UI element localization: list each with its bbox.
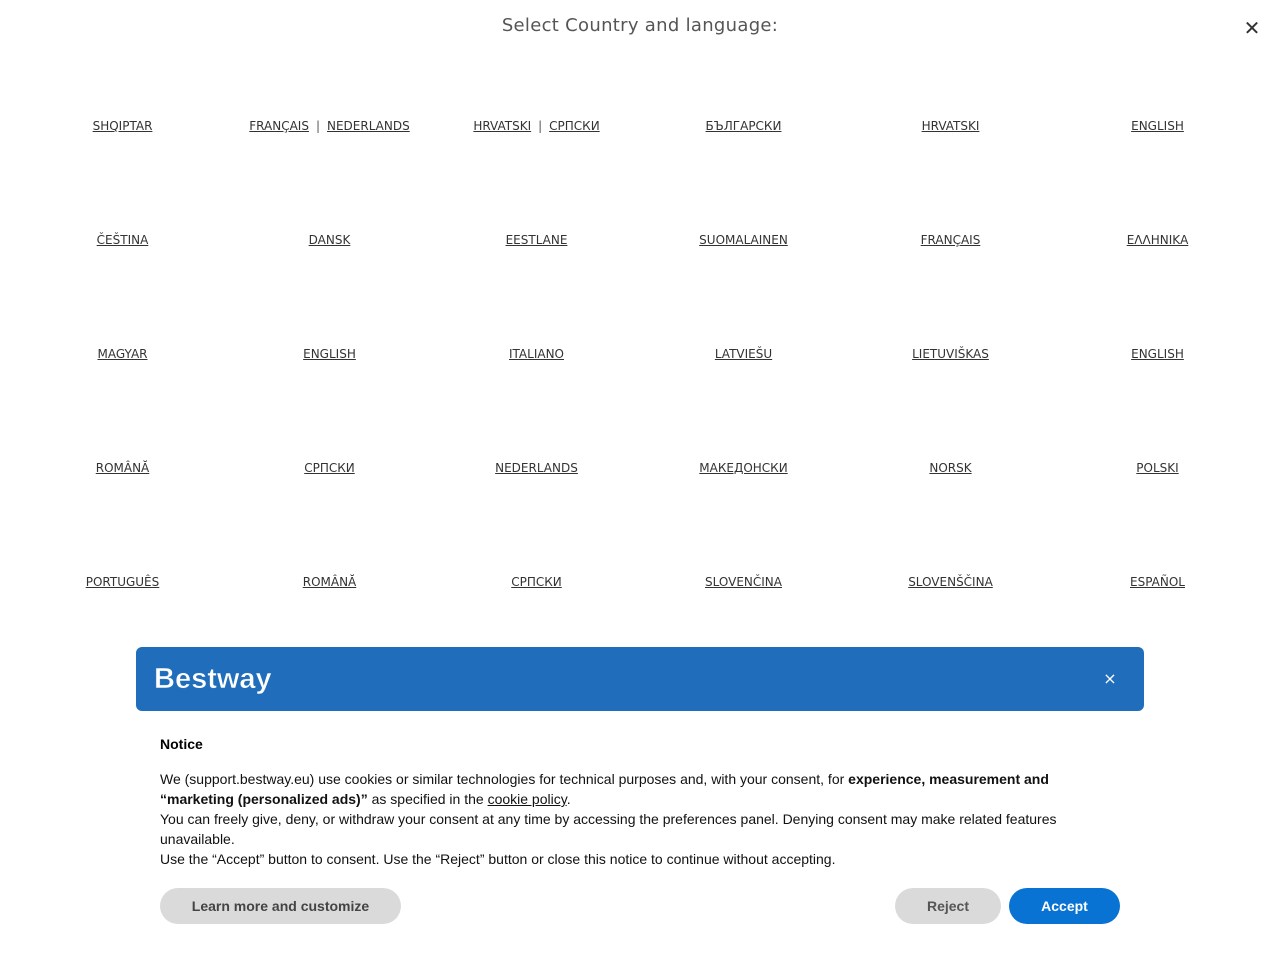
notice-text: as specified in the bbox=[367, 791, 488, 807]
language-cell bbox=[847, 342, 1054, 366]
language-cell bbox=[1054, 114, 1261, 138]
language-cell bbox=[433, 114, 640, 138]
language-link[interactable]: СРПСКИ bbox=[511, 575, 562, 589]
cookie-banner-header bbox=[136, 647, 1144, 711]
language-cell bbox=[226, 570, 433, 594]
cookie-close-button[interactable]: × bbox=[1103, 669, 1117, 688]
language-grid bbox=[19, 0, 1261, 640]
language-cell bbox=[847, 456, 1054, 480]
notice-text: . bbox=[566, 791, 571, 807]
language-cell bbox=[226, 342, 433, 366]
language-link[interactable]: SUOMALAINEN bbox=[699, 233, 788, 247]
language-link[interactable]: LATVIEŠU bbox=[714, 347, 773, 361]
language-cell bbox=[19, 342, 226, 366]
language-link[interactable]: ITALIANO bbox=[508, 347, 564, 361]
learn-more-button[interactable]: Learn more and customize bbox=[160, 888, 401, 924]
close-icon[interactable]: ✕ bbox=[1243, 16, 1261, 40]
language-separator: | bbox=[315, 119, 320, 133]
language-link[interactable]: NEDERLANDS bbox=[327, 119, 410, 133]
language-row bbox=[19, 114, 1261, 138]
language-cell bbox=[433, 456, 640, 480]
notice-line-1 bbox=[160, 769, 1080, 809]
language-link[interactable]: NEDERLANDS bbox=[495, 461, 578, 475]
notice-text: We (support.bestway.eu) use cookies or similar technologies for technical purposes and, with your consent, for bbox=[160, 771, 849, 787]
language-cell bbox=[433, 570, 640, 594]
language-cell bbox=[19, 570, 226, 594]
language-cell bbox=[640, 228, 847, 252]
language-separator: | bbox=[538, 119, 543, 133]
language-link[interactable]: DANSK bbox=[308, 233, 351, 247]
language-row bbox=[19, 342, 1261, 366]
notice-bold-text: experience, measurement and “marketing (personalized ads)” bbox=[160, 771, 1049, 807]
language-link[interactable]: ENGLISH bbox=[303, 347, 356, 361]
language-link[interactable]: HRVATSKI bbox=[473, 119, 532, 133]
language-link[interactable]: ΕΛΛΗΝΙΚΑ bbox=[1126, 233, 1189, 247]
language-link[interactable]: СРПСКИ bbox=[304, 461, 355, 475]
logo-text: Bestway bbox=[154, 663, 272, 695]
language-cell bbox=[847, 228, 1054, 252]
page-title: Select Country and language: bbox=[501, 15, 779, 36]
language-cell bbox=[1054, 228, 1261, 252]
language-cell bbox=[19, 228, 226, 252]
language-link[interactable]: SLOVENŠČINA bbox=[908, 575, 993, 589]
language-link[interactable]: FRANÇAIS bbox=[920, 233, 981, 247]
language-link[interactable]: MAGYAR bbox=[97, 347, 148, 361]
language-cell bbox=[1054, 342, 1261, 366]
notice-line-2: You can freely give, deny, or withdraw your consent at any time by accessing the preferences panel. Denying consent may make related features unavailable. bbox=[160, 811, 1057, 847]
language-row bbox=[19, 228, 1261, 252]
language-cell bbox=[847, 114, 1054, 138]
language-cell bbox=[433, 342, 640, 366]
language-cell bbox=[433, 228, 640, 252]
notice-body bbox=[160, 769, 1080, 869]
notice-line-3: Use the “Accept” button to consent. Use the “Reject” button or close this notice to continue without accepting. bbox=[160, 851, 836, 867]
language-link[interactable]: HRVATSKI bbox=[921, 119, 980, 133]
language-cell bbox=[640, 342, 847, 366]
language-cell bbox=[19, 456, 226, 480]
language-link[interactable]: SLOVENČINA bbox=[705, 575, 782, 589]
language-cell bbox=[226, 456, 433, 480]
reject-button[interactable]: Reject bbox=[895, 888, 1001, 924]
language-link[interactable]: ČEŠTINA bbox=[96, 233, 149, 247]
language-link[interactable]: SHQIPTAR bbox=[92, 119, 153, 133]
cookie-policy-link[interactable]: cookie policy bbox=[487, 791, 567, 807]
language-row bbox=[19, 570, 1261, 594]
language-link[interactable]: PORTUGUÊS bbox=[85, 575, 160, 589]
language-link[interactable]: МАКЕДОНСКИ bbox=[699, 461, 788, 475]
language-row bbox=[19, 456, 1261, 480]
language-link[interactable]: ESPAÑOL bbox=[1130, 575, 1185, 589]
language-cell bbox=[226, 228, 433, 252]
language-cell bbox=[1054, 456, 1261, 480]
language-link[interactable]: ENGLISH bbox=[1131, 347, 1184, 361]
language-link[interactable]: POLSKI bbox=[1136, 461, 1179, 475]
language-cell bbox=[226, 114, 433, 138]
language-link[interactable]: ROMÂNĂ bbox=[302, 575, 357, 589]
language-cell bbox=[847, 570, 1054, 594]
language-link[interactable]: FRANÇAIS bbox=[249, 119, 309, 133]
language-link[interactable]: БЪЛГАРСКИ bbox=[705, 119, 782, 133]
language-cell bbox=[640, 456, 847, 480]
language-link[interactable]: EESTLANE bbox=[505, 233, 568, 247]
language-link[interactable]: ENGLISH bbox=[1131, 119, 1184, 133]
notice-heading: Notice bbox=[160, 736, 203, 752]
language-link[interactable]: СРПСКИ bbox=[549, 119, 600, 133]
bestway-logo bbox=[152, 661, 274, 695]
language-cell bbox=[640, 570, 847, 594]
language-cell bbox=[1054, 570, 1261, 594]
language-link[interactable]: ROMÂNĂ bbox=[95, 461, 150, 475]
language-link[interactable]: LIETUVIŠKAS bbox=[912, 347, 989, 361]
language-cell bbox=[19, 114, 226, 138]
language-link[interactable]: NORSK bbox=[929, 461, 972, 475]
language-cell bbox=[640, 114, 847, 138]
accept-button[interactable]: Accept bbox=[1009, 888, 1120, 924]
cookie-notice bbox=[136, 711, 1144, 960]
